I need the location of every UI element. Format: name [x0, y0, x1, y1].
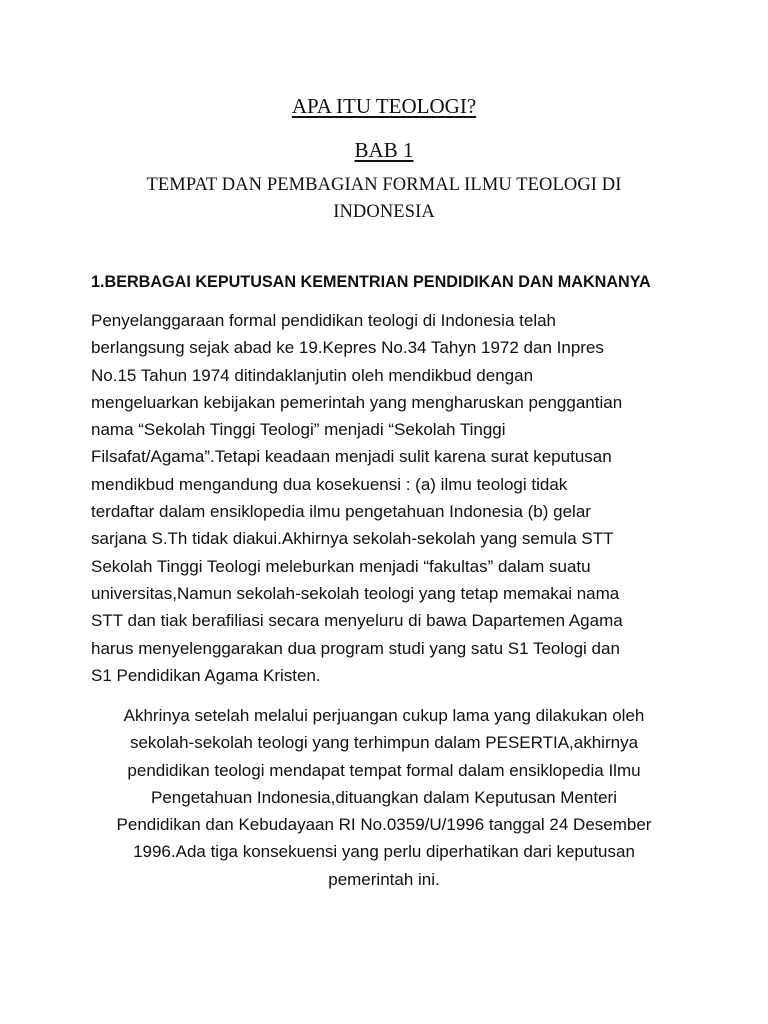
subtitle-line: INDONESIA — [333, 202, 435, 222]
paragraph-line: harus menyelenggarakan dua program studi yang satu S1 Teologi dan — [91, 638, 620, 658]
paragraph-line: Akhrinya setelah melalui perjuangan cukup lama yang dilakukan oleh — [123, 706, 645, 725]
body-paragraph-2 — [60, 702, 708, 893]
document-title: APA ITU TEOLOGI? — [291, 94, 477, 118]
body-paragraph-1 — [91, 307, 691, 689]
paragraph-line: pemerintah ini. — [328, 869, 440, 889]
subtitle-line: TEMPAT DAN PEMBAGIAN FORMAL ILMU TEOLOGI DI — [146, 175, 622, 195]
chapter-heading: BAB 1 — [354, 138, 414, 162]
paragraph-line: S1 Pendidikan Agama Kristen. — [91, 665, 321, 685]
paragraph-line: Pendidikan dan Kebudayaan RI No.0359/U/1996 tanggal 24 Desember — [116, 815, 652, 835]
paragraph-line: universitas,Namun sekolah-sekolah teologi yang tetap memakai nama — [91, 583, 620, 603]
paragraph-line: mendikbud mengandung dua kosekuensi : (a) ilmu teologi tidak — [91, 474, 568, 494]
paragraph-line: No.15 Tahun 1974 ditindaklanjutin oleh mendikbud dengan — [91, 365, 534, 385]
paragraph-line: berlangsung sejak abad ke 19.Kepres No.34 Tahyn 1972 dan Inpres — [91, 338, 604, 358]
paragraph-line: terdaftar dalam ensiklopedia ilmu pengetahuan Indonesia (b) gelar — [91, 502, 591, 522]
paragraph-line: sarjana S.Th tidak diakui.Akhirnya sekolah-sekolah yang semula STT — [91, 529, 614, 549]
paragraph-line: nama “Sekolah Tinggi Teologi” menjadi “Sekolah Tinggi — [91, 420, 506, 440]
paragraph-line: STT dan tiak berafiliasi secara menyeluru di bawa Dapartemen Agama — [91, 611, 623, 631]
paragraph-line: sekolah-sekolah teologi yang terhimpun dalam PESERTIA,akhirnya — [129, 733, 639, 753]
paragraph-line: Filsafat/Agama”.Tetapi keadaan menjadi sulit karena surat keputusan — [91, 447, 612, 467]
paragraph-line: Penyelanggaraan formal pendidikan teologi di Indonesia telah — [91, 311, 557, 330]
paragraph-line: pendidikan teologi mendapat tempat formal dalam ensiklopedia Ilmu — [127, 760, 641, 780]
paragraph-line: Sekolah Tinggi Teologi meleburkan menjadi “fakultas” dalam suatu — [91, 556, 591, 576]
chapter-subtitle — [104, 172, 664, 226]
paragraph-line: 1996.Ada tiga konsekuensi yang perlu diperhatikan dari keputusan — [133, 842, 635, 862]
section-heading: 1.BERBAGAI KEPUTUSAN KEMENTRIAN PENDIDIKAN DAN MAKNANYA — [91, 273, 651, 291]
paragraph-line: Pengetahuan Indonesia,dituangkan dalam Keputusan Menteri — [151, 787, 617, 807]
paragraph-line: mengeluarkan kebijakan pemerintah yang mengharuskan penggantian — [91, 392, 623, 412]
